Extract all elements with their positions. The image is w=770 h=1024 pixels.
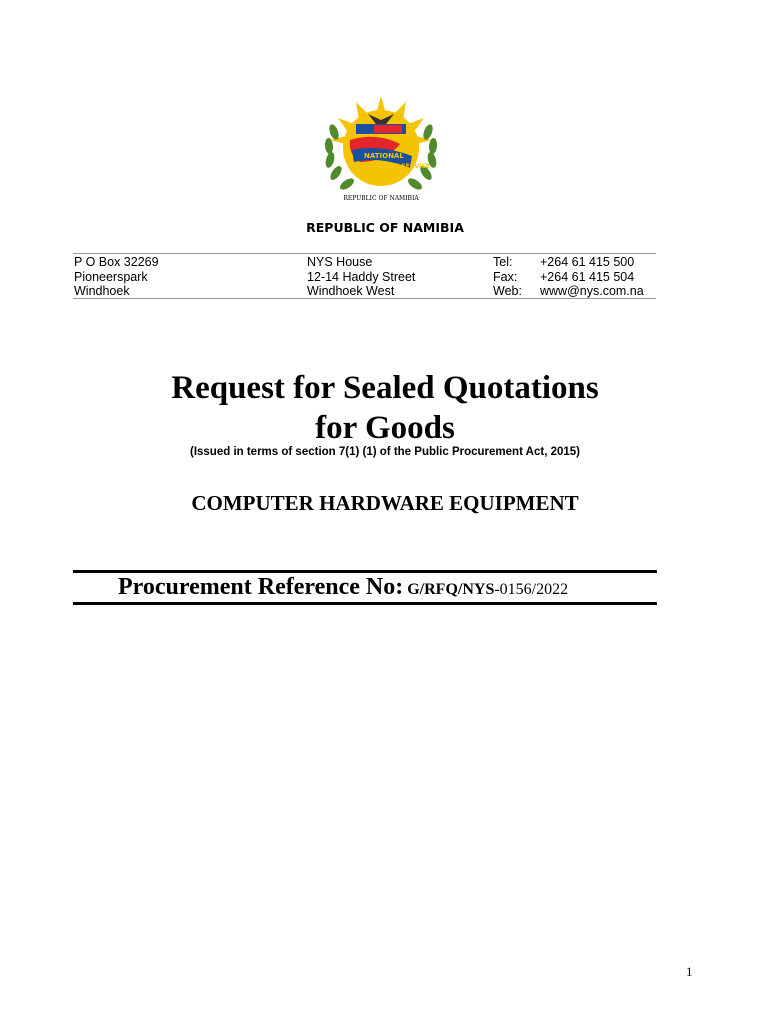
document-subtitle: (Issued in terms of section 7(1) (1) of the Public Procurement Act, 2015) (189, 446, 581, 458)
procurement-reference (118, 574, 568, 601)
postal-line: Pioneerspark (74, 269, 148, 284)
telephone-number: +264 61 415 500 (540, 255, 635, 269)
page-number: 1 (686, 964, 693, 979)
reference-label: Procurement Reference No: (118, 574, 404, 600)
reference-bottom-rule (73, 602, 657, 605)
country-heading: REPUBLIC OF NAMIBIA (306, 220, 464, 235)
contact-labels (493, 255, 522, 299)
contact-label: Tel: (493, 255, 513, 269)
physical-line: NYS House (307, 255, 373, 269)
contact-values (540, 255, 644, 299)
postal-address (74, 255, 159, 299)
reference-number: -0156/2022 (494, 581, 569, 598)
postal-line: Windhoek (74, 284, 130, 298)
contact-label: Web: (493, 284, 522, 298)
postal-line: P O Box 32269 (74, 255, 159, 269)
physical-line: Windhoek West (307, 284, 395, 298)
physical-address (307, 255, 415, 299)
contact-label: Fax: (493, 269, 518, 284)
header-bottom-rule (73, 298, 656, 299)
title-line-1: Request for Sealed Quotations (171, 370, 599, 406)
fax-number: +264 61 415 504 (540, 269, 635, 284)
reference-code: G/RFQ/NYS (407, 581, 495, 598)
nys-emblem-logo (316, 92, 446, 206)
reference-top-rule (73, 570, 657, 573)
svg-text:REPUBLIC OF NAMIBIA: REPUBLIC OF NAMIBIA (343, 195, 419, 202)
procurement-item: COMPUTER HARDWARE EQUIPMENT (191, 491, 579, 515)
svg-text:NATIONAL: NATIONAL (364, 152, 404, 160)
header-top-rule (73, 253, 656, 254)
title-line-2: for Goods (315, 410, 455, 446)
svg-text:YOUTH SERVICE: YOUTH SERVICE (376, 163, 430, 170)
web-address: www@nys.com.na (540, 284, 644, 298)
physical-line: 12-14 Haddy Street (307, 269, 416, 284)
document-title (0, 368, 770, 448)
